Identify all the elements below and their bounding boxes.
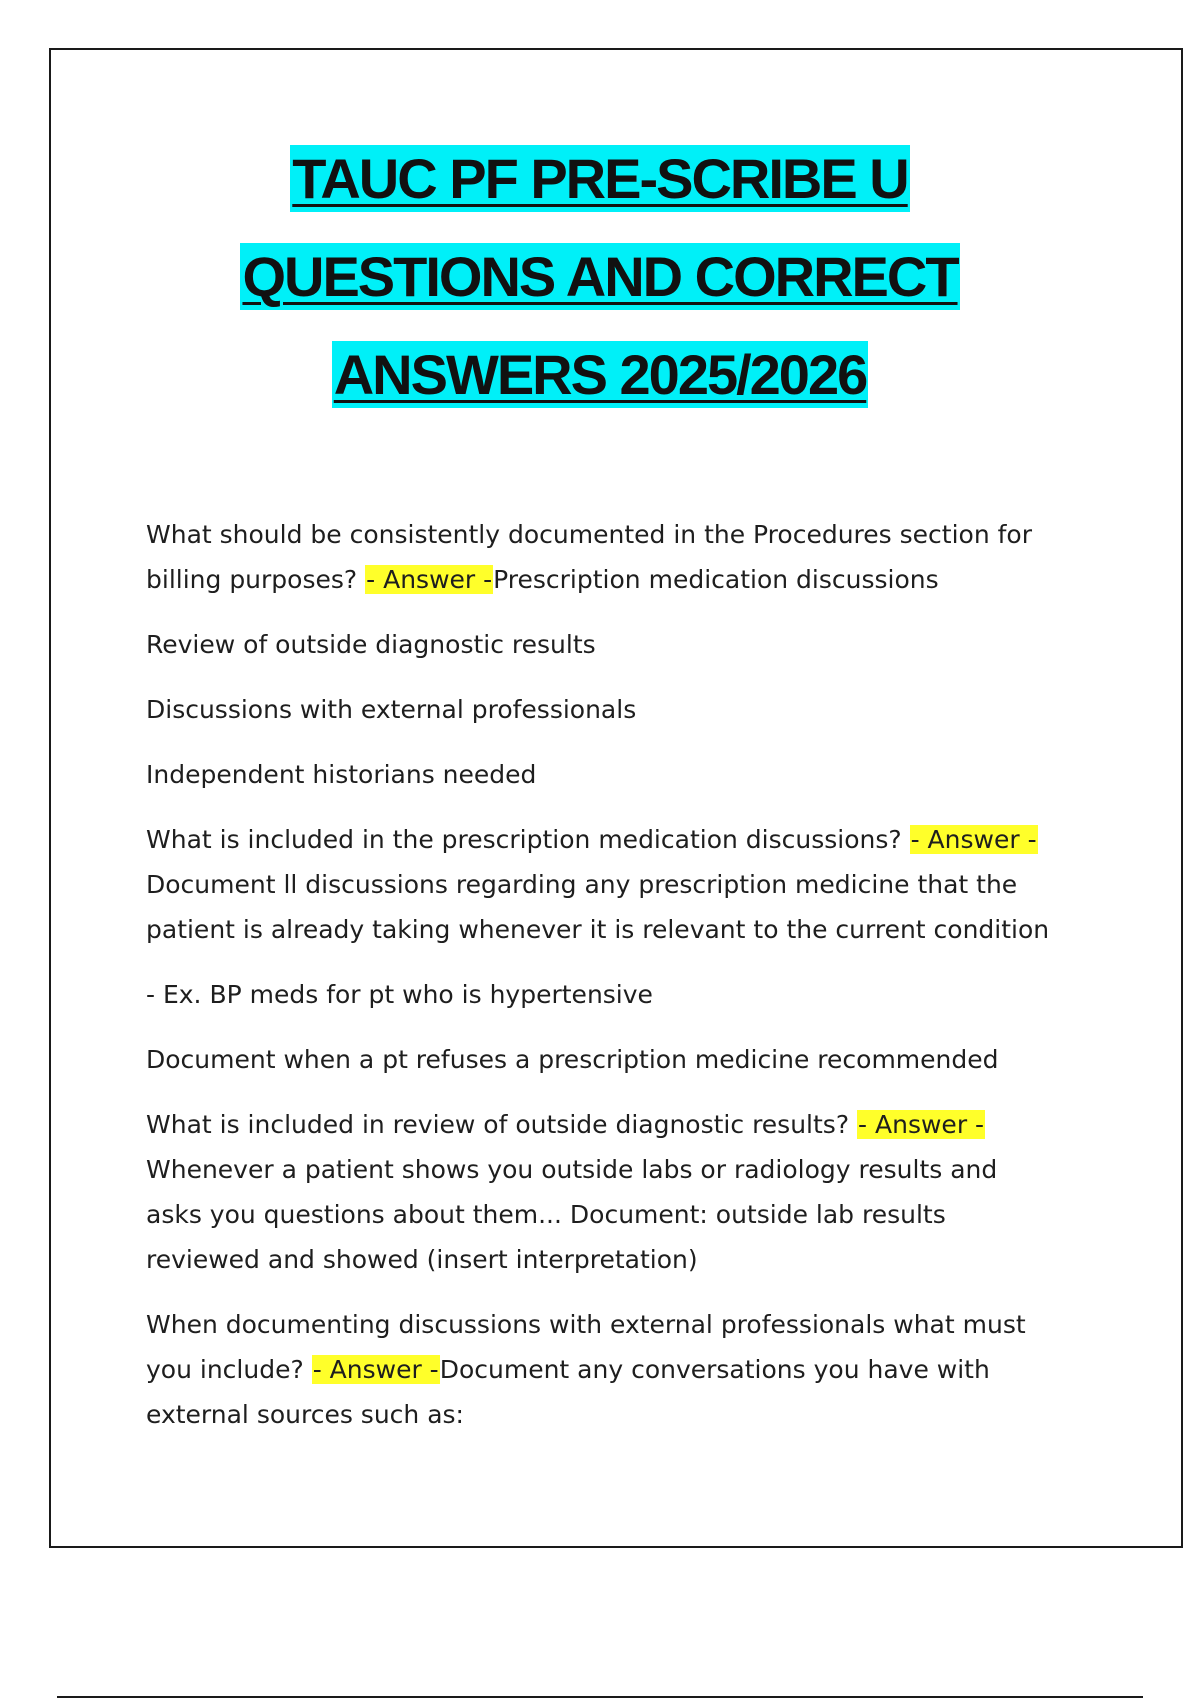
question-text: you include?: [146, 1355, 312, 1384]
qa-paragraph: [146, 1302, 1096, 1437]
text-line: reviewed and showed (insert interpretation): [146, 1245, 698, 1274]
text-line: [146, 817, 1096, 862]
qa-paragraph: [146, 1037, 1096, 1082]
bottom-divider: [57, 1696, 1143, 1698]
title-line-1: [0, 130, 1200, 228]
title-text-3: ANSWERS 2025/2026: [333, 343, 867, 406]
text-line: Document when a pt refuses a prescription medicine recommended: [146, 1045, 999, 1074]
text-line: external sources such as:: [146, 1400, 464, 1429]
answer-text: Document any conversations you have with: [439, 1355, 990, 1384]
qa-body: [146, 512, 1096, 1457]
answer-text: Prescription medication discussions: [493, 565, 939, 594]
answer-marker-highlight: - Answer -: [910, 825, 1037, 854]
qa-paragraph: [146, 817, 1096, 952]
title-line-2: [0, 228, 1200, 326]
answer-marker-highlight: - Answer -: [366, 565, 493, 594]
question-text: billing purposes?: [146, 565, 366, 594]
title-text-2: QUESTIONS AND CORRECT: [242, 245, 958, 308]
qa-paragraph: [146, 687, 1096, 732]
text-line: [146, 557, 1096, 602]
qa-paragraph: [146, 972, 1096, 1017]
text-line: Document ll discussions regarding any prescription medicine that the: [146, 870, 1018, 899]
text-line: patient is already taking whenever it is relevant to the current condition: [146, 915, 1050, 944]
title-text-1: TAUC PF PRE-SCRIBE U: [292, 147, 908, 210]
text-line: Independent historians needed: [146, 760, 537, 789]
question-text: What is included in the prescription medication discussions?: [146, 825, 910, 854]
text-line: [146, 1347, 1096, 1392]
answer-marker-highlight: - Answer -: [312, 1355, 439, 1384]
text-line: Discussions with external professionals: [146, 695, 637, 724]
question-text: What is included in review of outside diagnostic results?: [146, 1110, 858, 1139]
answer-marker-highlight: - Answer -: [858, 1110, 985, 1139]
qa-paragraph: [146, 512, 1096, 602]
text-line: asks you questions about them... Document: outside lab results: [146, 1200, 946, 1229]
title-line-3: [0, 326, 1200, 424]
document-title: [0, 130, 1200, 424]
text-line: - Ex. BP meds for pt who is hypertensive: [146, 980, 653, 1009]
qa-paragraph: [146, 1102, 1096, 1282]
qa-paragraph: [146, 752, 1096, 797]
qa-paragraph: [146, 622, 1096, 667]
text-line: Review of outside diagnostic results: [146, 630, 596, 659]
text-line: What should be consistently documented in the Procedures section for: [146, 520, 1032, 549]
text-line: [146, 1102, 1096, 1147]
text-line: Whenever a patient shows you outside labs or radiology results and: [146, 1155, 998, 1184]
text-line: When documenting discussions with external professionals what must: [146, 1310, 1026, 1339]
